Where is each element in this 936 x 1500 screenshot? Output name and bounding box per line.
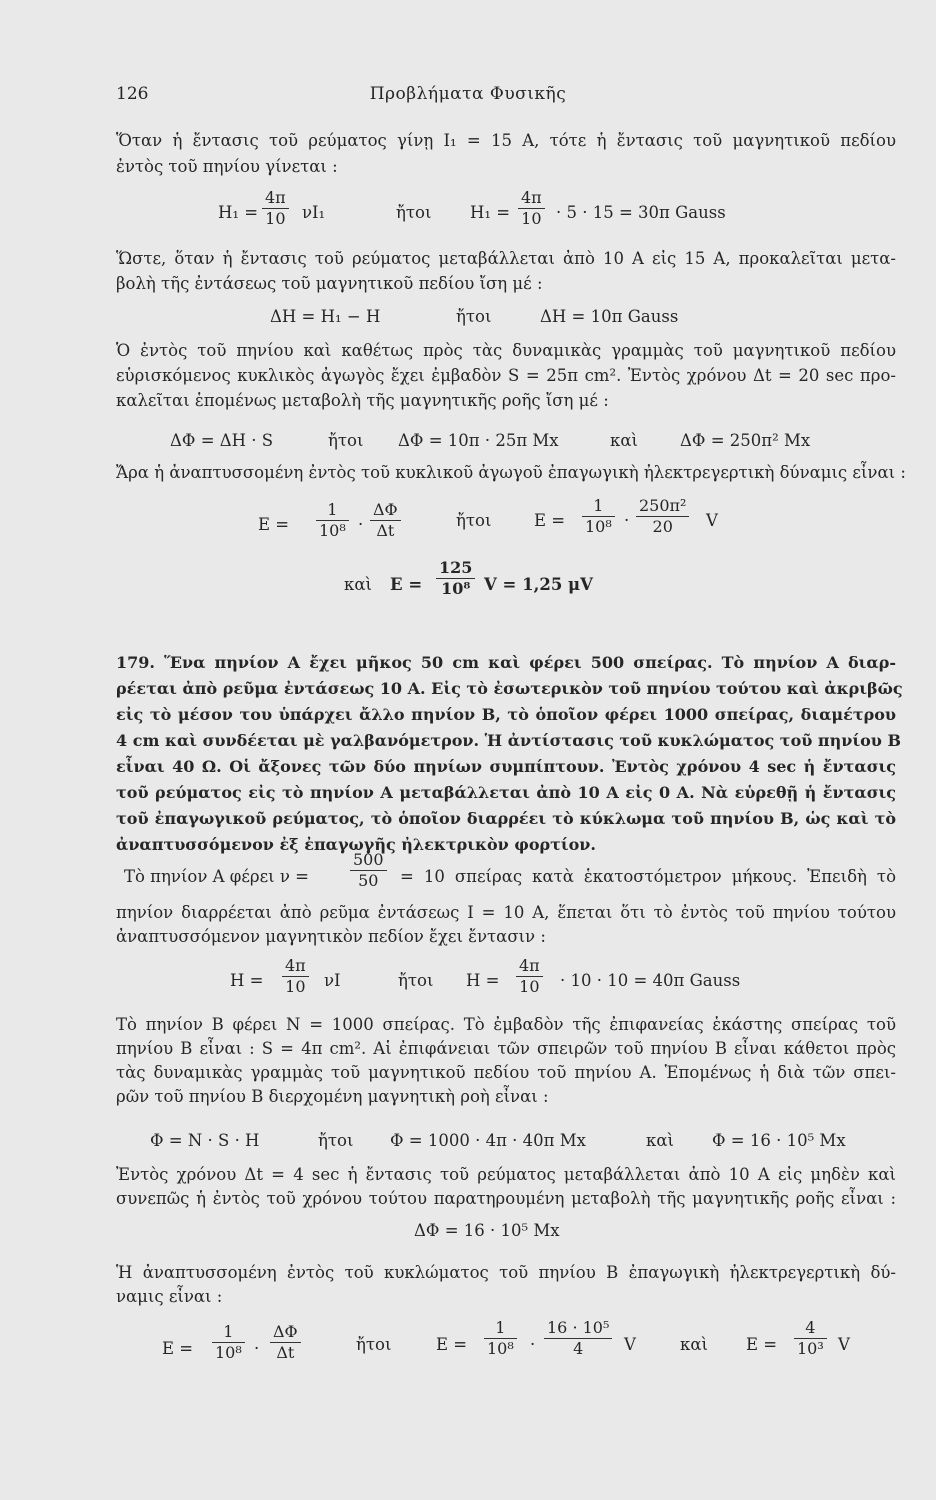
equation-term: · 5 · 15 = 30π Gauss bbox=[556, 203, 726, 222]
fraction-denominator: Δt bbox=[270, 1342, 301, 1363]
operator: · bbox=[624, 511, 630, 530]
fraction-denominator: 10⁸ bbox=[484, 1338, 517, 1359]
fraction-denominator: 10⁸ bbox=[212, 1342, 245, 1363]
fraction bbox=[262, 188, 289, 229]
text-line: τὰς δυναμικὰς γραμμὰς τοῦ μαγνητικοῦ πεδίου τοῦ πηνίου A. Ἑπομένως ἡ διὰ τῶν σπει- bbox=[116, 1063, 896, 1082]
running-head: Προβλήματα Φυσικῆς bbox=[369, 84, 567, 104]
equation-connector: καὶ bbox=[344, 575, 372, 594]
fraction-denominator: Δt bbox=[370, 520, 401, 541]
text-line: Ἐντὸς χρόνου Δt = 4 sec ἡ ἔντασις τοῦ ρεύματος μεταβάλλεται ἀπὸ 10 A εἰς μηδὲν καὶ bbox=[116, 1165, 896, 1184]
text-line: πηνίον διαρρέεται ἀπὸ ρεῦμα ἐντάσεως I = 10 A, ἕπεται ὅτι τὸ ἐντὸς τοῦ πηνίου τούτου bbox=[116, 903, 896, 922]
equation-lhs: E = bbox=[436, 1335, 468, 1354]
fraction bbox=[370, 500, 401, 541]
text-line: ναμις εἶναι : bbox=[116, 1287, 223, 1306]
fraction-numerator: 500 bbox=[353, 850, 384, 869]
equation-term: νI bbox=[324, 971, 341, 990]
equation: ΔH = H₁ − H bbox=[270, 307, 381, 326]
equation-connector: ἤτοι bbox=[456, 511, 492, 530]
fraction-numerator: 4π bbox=[285, 956, 306, 975]
equation-connector: ἤτοι bbox=[398, 971, 434, 990]
fraction bbox=[316, 500, 349, 541]
equation-lhs: E = bbox=[162, 1339, 194, 1358]
fraction-denominator: 20 bbox=[636, 516, 689, 537]
unit: V bbox=[706, 511, 718, 530]
equation-lhs: H = bbox=[230, 971, 264, 990]
fraction-denominator: 10 bbox=[262, 208, 289, 229]
fraction-numerator: 1 bbox=[327, 500, 338, 519]
fraction bbox=[582, 496, 615, 537]
problem-line: ρέεται ἀπὸ ρεῦμα ἐντάσεως 10 A. Εἰς τὸ ἐσωτερικὸν τοῦ πηνίου τούτου καὶ ἀκριβῶς bbox=[116, 679, 903, 698]
operator: · bbox=[358, 515, 364, 534]
fraction bbox=[636, 496, 689, 537]
text-line: Τὸ πηνίον B φέρει N = 1000 σπείρας. Τὸ ἐμβαδὸν τῆς ἐπιφανείας ἑκάστης σπείρας τοῦ bbox=[116, 1015, 896, 1034]
fraction bbox=[544, 1318, 612, 1359]
fraction-denominator: 4 bbox=[544, 1338, 612, 1359]
fraction-numerator: ΔΦ bbox=[273, 1322, 298, 1341]
equation-connector: ἤτοι bbox=[396, 203, 432, 222]
unit: V bbox=[838, 1335, 850, 1354]
text-segment: = 10 σπείρας κατὰ ἑκατοστόμετρον μήκους. Ἐπειδὴ τὸ bbox=[400, 867, 896, 886]
fraction-numerator: 1 bbox=[223, 1322, 234, 1341]
equation-connector: ἤτοι bbox=[328, 431, 364, 450]
fraction-numerator: 4π bbox=[521, 188, 542, 207]
equation: ΔΦ = 10π · 25π Mx bbox=[398, 431, 559, 450]
fraction-numerator: 16 · 10⁵ bbox=[547, 1318, 610, 1337]
fraction-denominator: 10 bbox=[282, 976, 309, 997]
page-number: 126 bbox=[116, 84, 149, 104]
text-line: καλεῖται ἑπομένως μεταβολὴ τῆς μαγνητικῆς ροῆς ἴση μέ : bbox=[116, 391, 609, 410]
page-header bbox=[0, 84, 936, 108]
text-line: ἀναπτυσσόμενον μαγνητικὸν πεδίον ἔχει ἔντασιν : bbox=[116, 927, 546, 946]
problem-line: τοῦ ἐπαγωγικοῦ ρεύματος, τὸ ὁποῖον διαρρέει τὸ κύκλωμα τοῦ πηνίου B, ὡς καὶ τὸ bbox=[116, 809, 896, 828]
equation-connector: καὶ bbox=[646, 1131, 674, 1150]
equation-connector: ἤτοι bbox=[318, 1131, 354, 1150]
fraction bbox=[484, 1318, 517, 1359]
fraction bbox=[270, 1322, 301, 1363]
equation: Φ = 16 · 10⁵ Mx bbox=[712, 1131, 846, 1150]
fraction-numerator: ΔΦ bbox=[373, 500, 398, 519]
text-line: Ἡ ἀναπτυσσομένη ἐντὸς τοῦ κυκλώματος τοῦ πηνίου B ἐπαγωγικὴ ἠλεκτρεγερτικὴ δύ- bbox=[116, 1263, 896, 1282]
equation-lhs: E = bbox=[534, 511, 566, 530]
equation-lhs: H = bbox=[466, 971, 500, 990]
text-line: πηνίου B εἶναι : S = 4π cm². Αἱ ἐπιφάνειαι τῶν σπειρῶν τοῦ πηνίου B εἶναι κάθετοι πρὸς bbox=[116, 1039, 896, 1058]
equation-lhs: H₁ = bbox=[218, 203, 259, 222]
problem-line: 179. Ἕνα πηνίον A ἔχει μῆκος 50 cm καὶ φέρει 500 σπείρας. Τὸ πηνίον A διαρ- bbox=[116, 653, 896, 672]
fraction-denominator: 10 bbox=[518, 208, 545, 229]
equation-lhs: E = bbox=[390, 575, 423, 594]
equation-term: νI₁ bbox=[302, 203, 326, 222]
text-line: ρῶν τοῦ πηνίου B διερχομένη μαγνητικὴ ροὴ εἶναι : bbox=[116, 1087, 549, 1106]
fraction-numerator: 125 bbox=[439, 558, 473, 577]
equation: ΔΦ = 16 · 10⁵ Mx bbox=[414, 1221, 560, 1240]
problem-line: ἀναπτυσσόμενον ἐξ ἐπαγωγῆς ἠλεκτρικὸν φορτίον. bbox=[116, 835, 596, 854]
equation-connector: ἤτοι bbox=[456, 307, 492, 326]
text-line: Ἄρα ἡ ἀναπτυσσομένη ἐντὸς τοῦ κυκλικοῦ ἀγωγοῦ ἐπαγωγικὴ ἠλεκτρεγερτικὴ δύναμις εἶναι : bbox=[116, 463, 906, 482]
operator: · bbox=[254, 1339, 260, 1358]
fraction bbox=[516, 956, 543, 997]
operator: · bbox=[530, 1335, 536, 1354]
text-segment: Τὸ πηνίον A φέρει ν = bbox=[124, 867, 309, 886]
text-line: βολὴ τῆς ἐντάσεως τοῦ μαγνητικοῦ πεδίου ἴση μέ : bbox=[116, 274, 543, 293]
equation-lhs: H₁ = bbox=[470, 203, 511, 222]
fraction-numerator: 4π bbox=[265, 188, 286, 207]
equation-term: · 10 · 10 = 40π Gauss bbox=[560, 971, 741, 990]
equation-lhs: E = bbox=[746, 1335, 778, 1354]
fraction-denominator: 10⁸ bbox=[316, 520, 349, 541]
equation-lhs: E = bbox=[258, 515, 290, 534]
equation-connector: καὶ bbox=[610, 431, 638, 450]
equation-connector: καὶ bbox=[680, 1335, 708, 1354]
fraction-denominator: 10⁸ bbox=[582, 516, 615, 537]
text-line: συνεπῶς ἡ ἐντὸς τοῦ χρόνου τούτου παρατηρουμένη μεταβολὴ τῆς μαγνητικῆς ροῆς εἶναι : bbox=[116, 1189, 896, 1208]
problem-line: εἰς τὸ μέσον του ὑπάρχει ἄλλο πηνίον B, τὸ ὁποῖον φέρει 1000 σπείρας, διαμέτρου bbox=[116, 705, 896, 724]
fraction-numerator: 4π bbox=[519, 956, 540, 975]
equation-term: V = 1,25 μV bbox=[484, 575, 593, 594]
fraction bbox=[794, 1318, 827, 1359]
fraction-denominator: 10³ bbox=[794, 1338, 827, 1359]
text-line: ἐντὸς τοῦ πηνίου γίνεται : bbox=[116, 157, 338, 176]
fraction-denominator: 10 bbox=[516, 976, 543, 997]
text-line: Ὅταν ἡ ἔντασις τοῦ ρεύματος γίνῃ I₁ = 15 A, τότε ἡ ἔντασις τοῦ μαγνητικοῦ πεδίου bbox=[116, 131, 896, 150]
text-line: Ὥστε, ὅταν ἡ ἔντασις τοῦ ρεύματος μεταβάλλεται ἀπὸ 10 A εἰς 15 A, προκαλεῖται μετα- bbox=[116, 249, 896, 268]
unit: V bbox=[624, 1335, 636, 1354]
problem-line: 4 cm καὶ συνδέεται μὲ γαλβανόμετρον. Ἡ ἀντίστασις τοῦ κυκλώματος τοῦ πηνίου B bbox=[116, 731, 901, 750]
fraction-denominator: 50 bbox=[350, 870, 387, 891]
equation: ΔΦ = ΔH · S bbox=[170, 431, 274, 450]
equation: ΔΦ = 250π² Mx bbox=[680, 431, 811, 450]
fraction-denominator: 10⁸ bbox=[436, 578, 475, 599]
fraction bbox=[350, 850, 387, 891]
fraction-numerator: 1 bbox=[495, 1318, 506, 1337]
equation-connector: ἤτοι bbox=[356, 1335, 392, 1354]
equation: Φ = 1000 · 4π · 40π Mx bbox=[390, 1131, 586, 1150]
fraction-numerator: 250π² bbox=[639, 496, 687, 515]
problem-line: τοῦ ρεύματος εἰς τὸ πηνίον A μεταβάλλεται ἀπὸ 10 A εἰς 0 A. Νὰ εὑρεθῇ ἡ ἔντασις bbox=[116, 783, 896, 802]
fraction-numerator: 4 bbox=[805, 1318, 816, 1337]
fraction bbox=[436, 558, 475, 599]
fraction bbox=[282, 956, 309, 997]
equation: ΔH = 10π Gauss bbox=[540, 307, 679, 326]
fraction bbox=[518, 188, 545, 229]
text-line: εὑρισκόμενος κυκλικὸς ἀγωγὸς ἔχει ἐμβαδὸν S = 25π cm². Ἐντὸς χρόνου Δt = 20 sec προ- bbox=[116, 366, 896, 385]
fraction-numerator: 1 bbox=[593, 496, 604, 515]
fraction bbox=[212, 1322, 245, 1363]
text-line: Ὁ ἐντὸς τοῦ πηνίου καὶ καθέτως πρὸς τὰς δυναμικὰς γραμμὰς τοῦ μαγνητικοῦ πεδίου bbox=[116, 341, 896, 360]
problem-line: εἶναι 40 Ω. Οἱ ἄξονες τῶν δύο πηνίων συμπίπτουν. Ἐντὸς χρόνου 4 sec ἡ ἔντασις bbox=[116, 757, 896, 776]
equation: Φ = N · S · H bbox=[150, 1131, 260, 1150]
